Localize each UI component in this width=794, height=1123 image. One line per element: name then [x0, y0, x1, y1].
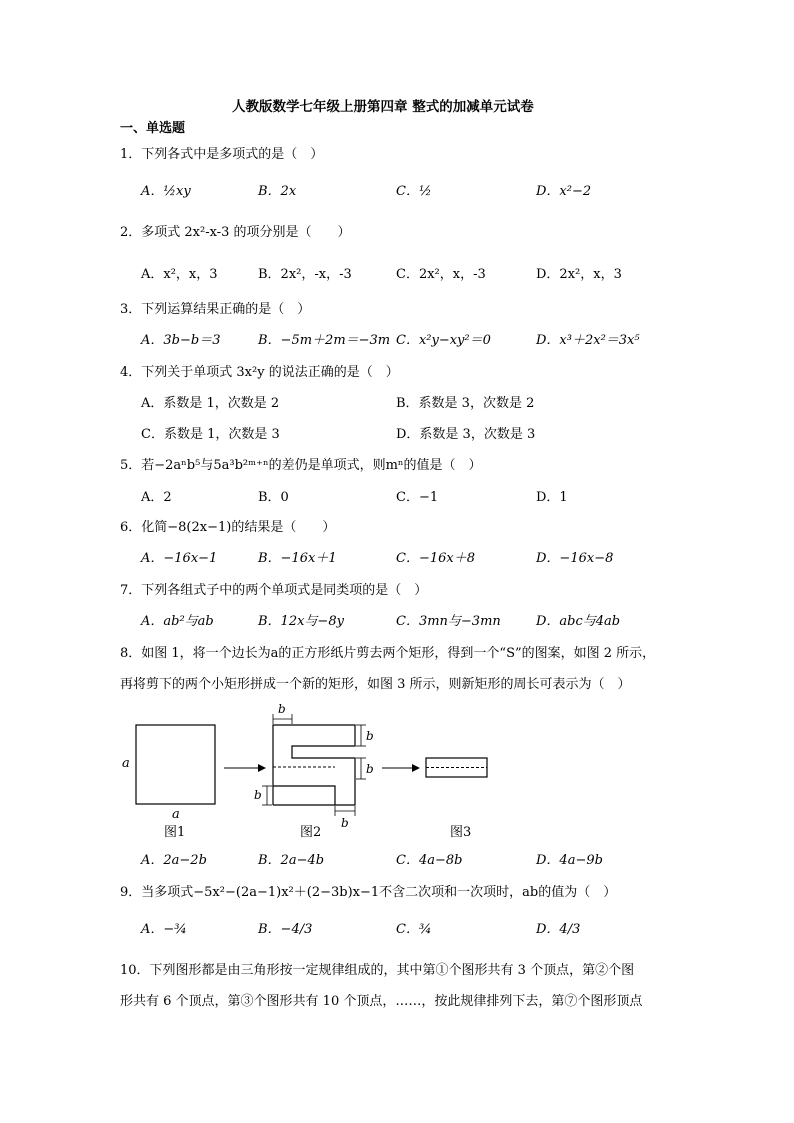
q1-option-b: B．2x — [258, 184, 297, 199]
fig2-caption: 图2 — [300, 825, 322, 840]
q2-option-b: B．2x²，-x，-3 — [258, 267, 352, 282]
q8-option-c: C．4a−8b — [396, 853, 463, 868]
q4-stem: 4．下列关于单项式 3x²y 的说法正确的是（ ） — [120, 365, 399, 380]
q2-option-a: A．x²，x，3 — [141, 267, 218, 282]
q8-option-a: A．2a−2b — [141, 853, 207, 868]
q4-option-b: B．系数是 3，次数是 2 — [396, 396, 535, 411]
q9-option-b: B．−4/3 — [258, 922, 313, 937]
q5-stem: 5．若−2aⁿb⁵与5a³b²ᵐ⁺ⁿ的差仍是单项式，则mⁿ的值是（ ） — [120, 458, 482, 473]
q7-option-c: C．3mn与−3mn — [396, 614, 501, 629]
dim-top-b-label: b — [278, 702, 286, 716]
q7-option-a: A．ab²与ab — [141, 614, 214, 629]
q2-option-d: D．2x²，x，3 — [536, 267, 622, 282]
q8-figure — [110, 700, 510, 845]
dim-bottom-b-label: b — [341, 816, 349, 830]
q1-option-d: D．x²−2 — [536, 184, 592, 199]
q1-stem: 1．下列各式中是多项式的是（ ） — [120, 147, 324, 162]
q6-stem: 6．化简−8(2x−1)的结果是（ ） — [120, 520, 336, 535]
q3-option-a: A．3b−b＝3 — [141, 333, 221, 348]
q8-stem: 8．如图 1，将一个边长为a的正方形纸片剪去两个矩形，得到一个“S”的图案，如图 2 所示， — [120, 646, 656, 661]
q4-option-a: A．系数是 1，次数是 2 — [141, 396, 280, 411]
q3-stem: 3．下列运算结果正确的是（ ） — [120, 302, 311, 317]
q7-option-d: D．abc与4ab — [536, 614, 621, 629]
q9-option-c: C．¾ — [396, 922, 432, 937]
q6-option-d: D．−16x−8 — [536, 551, 614, 566]
q4-option-d: D．系数是 3，次数是 3 — [396, 427, 536, 442]
section-heading: 一、单选题 — [120, 121, 186, 136]
q2-stem: 2．多项式 2x²-x-3 的项分别是（ ） — [120, 225, 351, 240]
q5-option-c: C．−1 — [396, 490, 439, 505]
q9-stem: 9．当多项式−5x²−(2a−1)x²＋(2−3b)x−1不含二次项和一次项时，ab的值为（ ） — [120, 885, 617, 900]
q6-option-a: A．−16x−1 — [141, 551, 218, 566]
q5-option-a: A．2 — [141, 490, 172, 505]
arrow-1-head — [258, 764, 266, 772]
fig1-side-a: a — [122, 756, 130, 771]
q8-option-b: B．2a−4b — [258, 853, 325, 868]
q9-option-d: D．4/3 — [536, 922, 581, 937]
q10-stem: 10．下列图形都是由三角形按一定规律组成的，其中第①个图形共有 3 个顶点，第②个图 — [120, 963, 635, 978]
q6-option-c: C．−16x＋8 — [396, 551, 475, 566]
q8-option-d: D．4a−9b — [536, 853, 603, 868]
q1-option-a: A．½xy — [141, 184, 191, 199]
q2-option-c: C．2x²，x，-3 — [396, 267, 486, 282]
fig1-square — [136, 725, 215, 804]
q3-option-d: D．x³＋2x²＝3x⁵ — [536, 333, 640, 348]
fig2-s-shape — [273, 725, 355, 805]
q10-stem-line2: 形共有 6 个顶点，第③个图形共有 10 个顶点，……，按此规律排列下去，第⑦个图形顶点 — [120, 994, 643, 1009]
q3-option-b: B．−5m＋2m＝−3m — [258, 333, 391, 348]
fig1-bottom-a: a — [172, 807, 180, 822]
q4-option-c: C．系数是 1，次数是 3 — [141, 427, 280, 442]
page-title: 人教版数学七年级上册第四章 整式的加减单元试卷 — [232, 99, 534, 115]
q7-option-b: B．12x与−8y — [258, 614, 344, 629]
q6-option-b: B．−16x＋1 — [258, 551, 337, 566]
dim-left-b-label: b — [254, 788, 262, 802]
q5-option-b: B．0 — [258, 490, 289, 505]
q3-option-c: C．x²y−xy²＝0 — [396, 333, 491, 348]
q5-option-d: D．1 — [536, 490, 568, 505]
dim-right-b1-label: b — [366, 729, 374, 743]
dim-right-b2-label: b — [366, 762, 374, 776]
arrow-2-head — [412, 764, 420, 772]
fig3-caption: 图3 — [450, 825, 472, 840]
q7-stem: 7．下列各组式子中的两个单项式是同类项的是（ ） — [120, 583, 428, 598]
fig1-caption: 图1 — [164, 825, 186, 840]
q1-option-c: C．½ — [396, 184, 432, 199]
q8-stem-line2: 再将剪下的两个小矩形拼成一个新的矩形，如图 3 所示，则新矩形的周长可表示为（ ） — [120, 677, 631, 692]
q9-option-a: A．−¾ — [141, 922, 187, 937]
